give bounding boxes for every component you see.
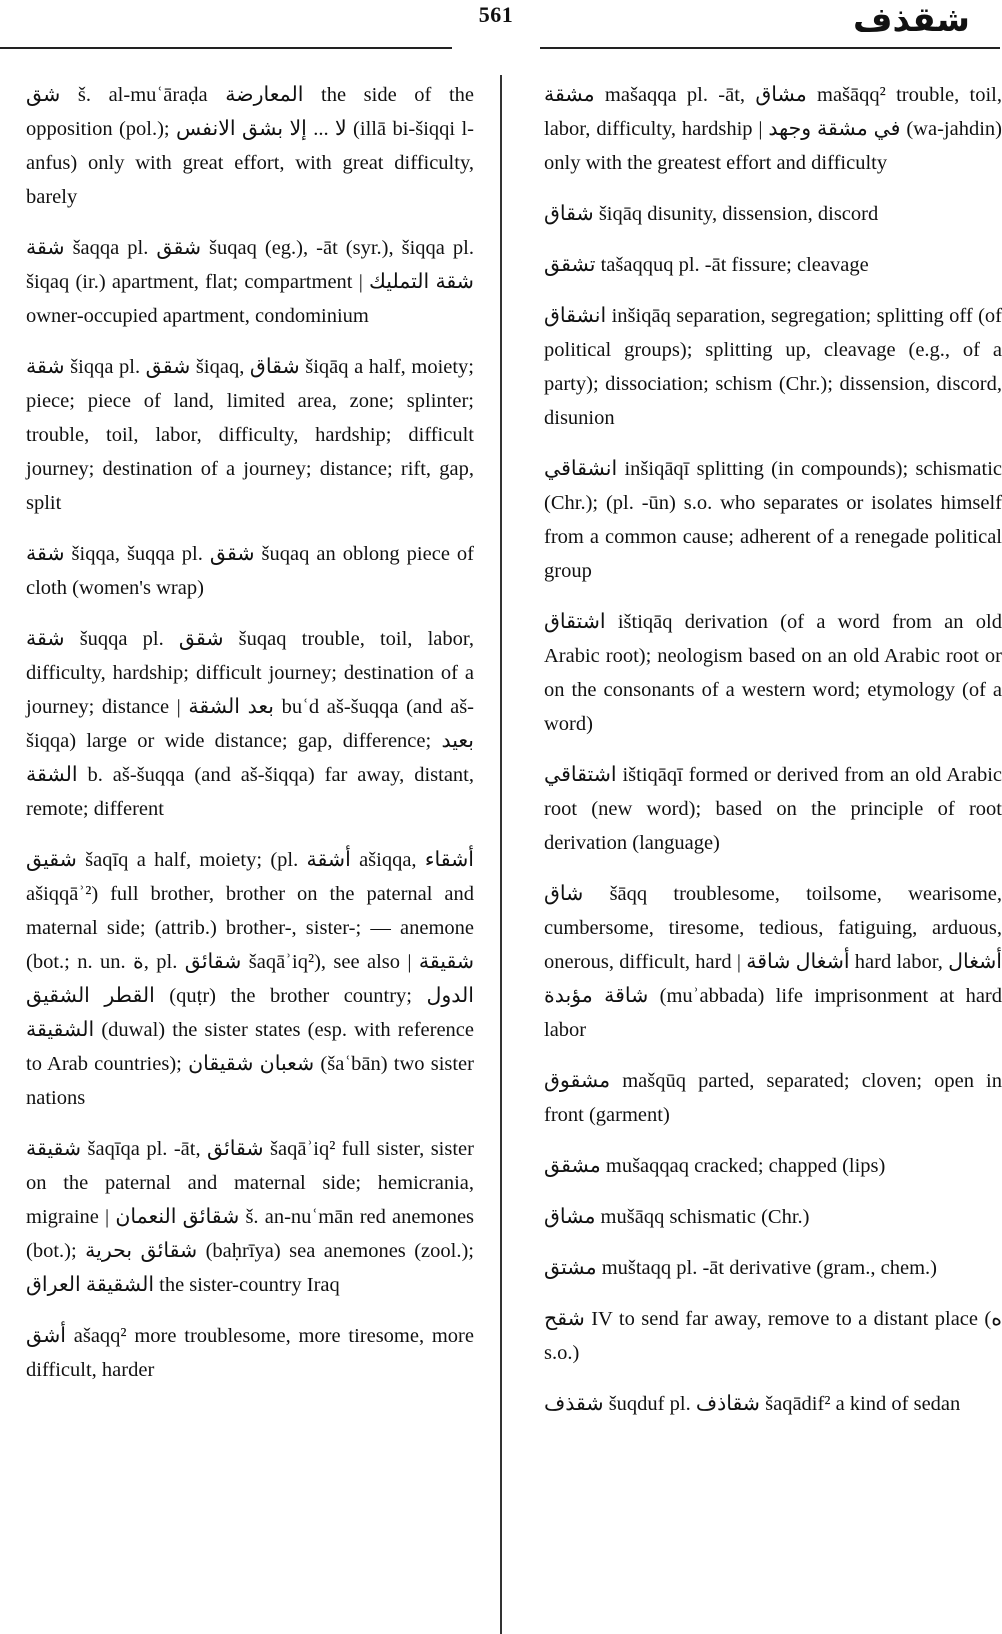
entry-mushtaqq: مشتق muštaqq pl. -āt derivative (gram., chem.) <box>544 1257 937 1279</box>
header-rule-left <box>0 47 452 49</box>
column-divider <box>500 75 502 1634</box>
entry-mushaqq: مشاق mušāqq schismatic (Chr.) <box>544 1206 810 1228</box>
page-number: 561 <box>478 2 514 27</box>
root-entry-shuqduf: شقذف šuqduf pl. شقاذف šaqādif² a kind of sedan <box>544 1393 961 1415</box>
entry-inshiqaq: انشقاق inšiqāq separation, segregation; splitting off (of political groups); splitting up, cleavage (e.g., of a party); dissociation; schism (Chr.); dissension, discord, disunion <box>544 305 1002 429</box>
entry-ashaqq: أشق ašaqq² more troublesome, more tiresome, more difficult, harder <box>26 1325 474 1381</box>
entry-mashaqqa: مشقة mašaqqa pl. -āt, مشاق mašāqq² trouble, toil, labor, difficulty, hardship | في مشقة وجهد (wa-jahdin) only with the greatest effort and difficulty <box>544 84 1002 174</box>
running-headword: شقذف <box>852 0 970 40</box>
right-column <box>544 78 1002 1438</box>
entry-ishtiqaq: اشتقاق ištiqāq derivation (of a word from an old Arabic root); neologism based on an old Arabic root or on the consonants of a western word; etymology (of a word) <box>544 611 1002 735</box>
entry-tashaqquq: تشقق tašaqquq pl. -āt fissure; cleavage <box>544 254 869 276</box>
entry-shuqqa-trouble: شقة šuqqa pl. شقق šuqaq trouble, toil, labor, difficulty, hardship; difficult journey; destination of a journey; distance | بعد الشقة buʿd aš-šuqqa (and aš-šiqqa) large or wide distance; gap, difference; بعيد الشقة b. aš-šuqqa (and aš-šiqqa) far away, distant, remote; different <box>26 628 475 820</box>
entry-mushaqqaq: مشقق mušaqqaq cracked; chapped (lips) <box>544 1155 886 1177</box>
entry-shiqqa-cloth: شقة šiqqa, šuqqa pl. شقق šuqaq an oblong piece of cloth (women's wrap) <box>26 543 474 599</box>
entry-inshiqaqi: انشقاقي inšiqāqī splitting (in compounds); schismatic (Chr.); (pl. -ūn) s.o. who separates or isolates himself from a common cause; adherent of a renegade political group <box>544 458 1002 582</box>
entry-shiqaq: شقاق šiqāq disunity, dissension, discord <box>544 203 879 225</box>
entry-mashquq: مشقوق mašqūq parted, separated; cloven; open in front (garment) <box>544 1070 1002 1126</box>
entry-ishtiqaqi: اشتقاقي ištiqāqī formed or derived from an old Arabic root (new word); based on the principle of root derivation (language) <box>544 764 1002 854</box>
root-entry-shaqaha: شقح IV to send far away, remove to a distant place (ه s.o.) <box>544 1308 1002 1364</box>
entry-shaqiq: شقيق šaqīq a half, moiety; (pl. أشقة ašiqqa, أشقاء ašiqqāʾ²) full brother, brother on the paternal and maternal side; (attrib.) brother-, sister-; — anemone (bot.; n. un. ة, pl. شقائق šaqāʾiq²), see also شقيقة | القطر الشقيق (quṭr) the brother country; الدول الشقيقة (duwal) the sister states (esp. with reference to Arab countries); شعبان شقيقان (šaʿbān) two sister nations <box>26 849 475 1109</box>
entry-shiqq-al-muarada: شق š. al-muʿāraḍa المعارضة the side of the opposition (pol.); لا ... إلا بشق الانفس (illā bi-šiqqi l-anfus) only with great effort, with great difficulty, barely <box>26 84 474 208</box>
entry-shaqq: شاق šāqq troublesome, toilsome, wearisome, cumbersome, tiresome, tedious, fatiguing, arduous, onerous, difficult, hard | أشغال شاقة hard labor, أشغال شاقة مؤبدة (muʾabbada) life imprisonment at hard labor <box>544 883 1002 1041</box>
entry-shaqiqa: شقيقة šaqīqa pl. -āt, شقائق šaqāʾiq² full sister, sister on the paternal and maternal side; hemicrania, migraine | شقائق النعمان š. an-nuʿmān red anemones (bot.); شقائق بحرية (baḥrīya) sea anemones (zool.); الشقيقة العراق the sister-country Iraq <box>26 1138 475 1296</box>
header-rule-right <box>540 47 1000 49</box>
entry-shaqqa-apartment: شقة šaqqa pl. شقق šuqaq (eg.), -āt (syr.), šiqqa pl. šiqaq (ir.) apartment, flat; compartment | شقة التمليك owner-occupied apartment, condominium <box>26 237 474 327</box>
entry-shiqqa-half: شقة šiqqa pl. شقق šiqaq, شقاق šiqāq a half, moiety; piece; piece of land, limited area, zone; splinter; trouble, toil, labor, difficulty, hardship; difficult journey; destination of a journey; distance; rift, gap, split <box>26 356 474 514</box>
left-column <box>26 78 474 1404</box>
